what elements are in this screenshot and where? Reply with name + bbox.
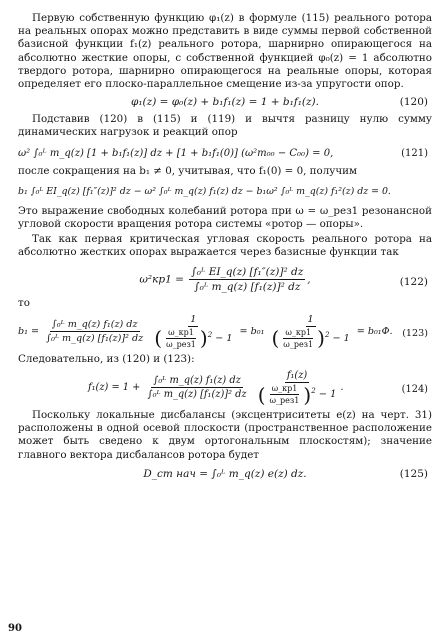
resonance-fraction (256, 370, 339, 405)
equation-end: = b₀₁Φ. (356, 325, 393, 337)
equation-120 (18, 96, 432, 108)
equation-125 (18, 468, 432, 480)
ratio-numerator: ω_кр1 (285, 327, 312, 337)
ratio-denominator: ω_рез1 (283, 339, 314, 349)
resonance-fraction (152, 314, 234, 349)
fraction (189, 266, 305, 293)
paragraph: Это выражение свободных колебаний ротора при ω = ω_рез1 резонансной угловой скорости вращения ротора системы «ротор — опоры». (18, 204, 432, 231)
equation-number: (123) (402, 327, 428, 339)
paragraph: Подставив (120) в (115) и (119) и вычтя разницу нулю сумму динамических нагрузок и реакций опор (18, 113, 432, 139)
equation-number: (121) (401, 147, 428, 159)
equation-lhs: b₁ = (18, 325, 40, 337)
equation-number: (122) (399, 275, 428, 288)
fraction (145, 375, 248, 400)
fraction-numerator: ∫₀ᴸ m_q(z) f₁(z) dz (51, 318, 138, 330)
equation-body: b₁ ∫₀ᴸ EI_q(z) [f₁″(z)]² dz − ω² ∫₀ᴸ m_q(z) f₁(z) dz − b₁ω² ∫₀ᴸ m_q(z) f₁²(z) dz = 0. (18, 185, 391, 197)
one: 1 (226, 332, 233, 344)
equation-body: ω² ∫₀ᴸ m_q(z) [1 + b₁f₁(z)] dz + [1 + b₁f₁(0)] (ω²m₀₀ − C₀₀) = 0, (18, 147, 334, 159)
fraction-numerator: ∫₀ᴸ EI_q(z) [f₁″(z)]² dz (191, 265, 304, 278)
paragraph: Поскольку локальные дисбалансы (эксцентриситеты e(z) на черт. 31) расположены в одной осевой плоскости (пространственное расположение может быть сведено к двум ортогональным плоскостям); значение главного вектора дисбалансов ротора будет (18, 409, 432, 461)
fraction (44, 319, 145, 344)
equation-lhs: ω²кр1 = (139, 273, 184, 286)
resonance-fraction (269, 314, 351, 349)
fraction-numerator: f₁(z) (286, 370, 308, 382)
paragraph: Следовательно, из (120) и (123): (18, 352, 195, 365)
fraction-denominator: ( $\frac{\omega\_кр1}{\text{ω\_рез1}}$ ) $^2$ − 1 (154, 326, 233, 351)
ratio-denominator: ω_рез1 (166, 339, 196, 349)
equation-b1 (18, 186, 432, 197)
paragraph: то (18, 296, 30, 309)
ratio-bracket: ( $\frac{\omega\_кр1}{\text{ω\_рез1}}$ ) (154, 326, 208, 351)
fraction-numerator: 1 (190, 313, 197, 325)
page-body (18, 12, 432, 480)
equation-number: (125) (399, 467, 428, 480)
fraction-denominator: ( $\frac{\omega\_кр1}{\text{ω\_рез1}}$ ) $^2$ − 1 (257, 382, 337, 407)
fraction-denominator: ∫₀ᴸ m_q(z) [f₁(z)]² dz (194, 280, 301, 293)
fraction-numerator: ∫₀ᴸ m_q(z) f₁(z) dz (153, 375, 241, 387)
equation-number: (120) (399, 96, 428, 109)
page-number: 90 (8, 623, 22, 634)
one: 1 (343, 332, 350, 344)
equation-mid: = b₀₁ (239, 325, 265, 337)
equation-123 (18, 314, 432, 349)
fraction-denominator: ( $\frac{\omega\_кр1}{\text{ω\_рез1}}$ ) $^2$ − 1 (271, 326, 350, 351)
ratio-numerator: ω_кр1 (271, 384, 298, 394)
paragraph: Так как первая критическая угловая скорость реального ротора на абсолютно жестких опорах выражается через базисные функции так (18, 233, 432, 259)
fraction-numerator: 1 (307, 313, 314, 325)
fraction-denominator: ∫₀ᴸ m_q(z) [f₁(z)]² dz (46, 332, 144, 344)
fraction-denominator: ∫₀ᴸ m_q(z) [f₁(z)]² dz (147, 389, 247, 401)
equation-122: ω²кр1 = $\frac{\text{∫₀ᴸ EI\_q(z) [f₁″(z)]² dz}}{\text{∫₀ᴸ m\_q(z) [f₁(z)]² dz}}$ , (122) (139, 265, 428, 293)
ratio-denominator: ω_рез1 (269, 396, 300, 406)
one: 1 (330, 389, 337, 401)
paragraph: Первую собственную функцию φ₁(z) в формуле (115) реального ротора на реальных опорах можно представить в виде суммы первой собственной базисной функции f₁(z) реального ротора, шарнирно опирающегося на абсолютно жесткие опоры, с собственной функцией φ₀(z) = 1 абсолютно твердого ротора, шарнирно опирающегося на реальные опоры, которая определяет его плоско-параллельное смещение из-за упругости опор. (18, 12, 432, 91)
equation-body: φ₁(z) = φ₀(z) + b₁f₁(z) = 1 + b₁f₁(z). (131, 96, 319, 109)
equation-lhs: f₁(z) = 1 + (88, 382, 141, 394)
ratio (164, 328, 198, 349)
equation-124: f₁(z) = 1 + $\frac{\text{∫₀ᴸ m\_q(z) f₁(z) dz}}{\text{∫₀ᴸ m\_q(z) [f₁(z)]² dz}}$ f₁(z) ( $\frac{\omega\_кр1}{\text{ω\_рез1}}$ ) $^2$ − 1 . (124) (88, 370, 428, 407)
equation-body: D_ст нач = ∫₀ᴸ m_q(z) e(z) dz. (143, 467, 307, 480)
ratio-numerator: ω_кр1 (168, 327, 194, 337)
equation-121 (18, 148, 432, 159)
paragraph: после сокращения на b₁ ≠ 0, учитывая, что f₁(0) = 0, получим (18, 164, 358, 177)
equation-number: (124) (401, 384, 428, 396)
